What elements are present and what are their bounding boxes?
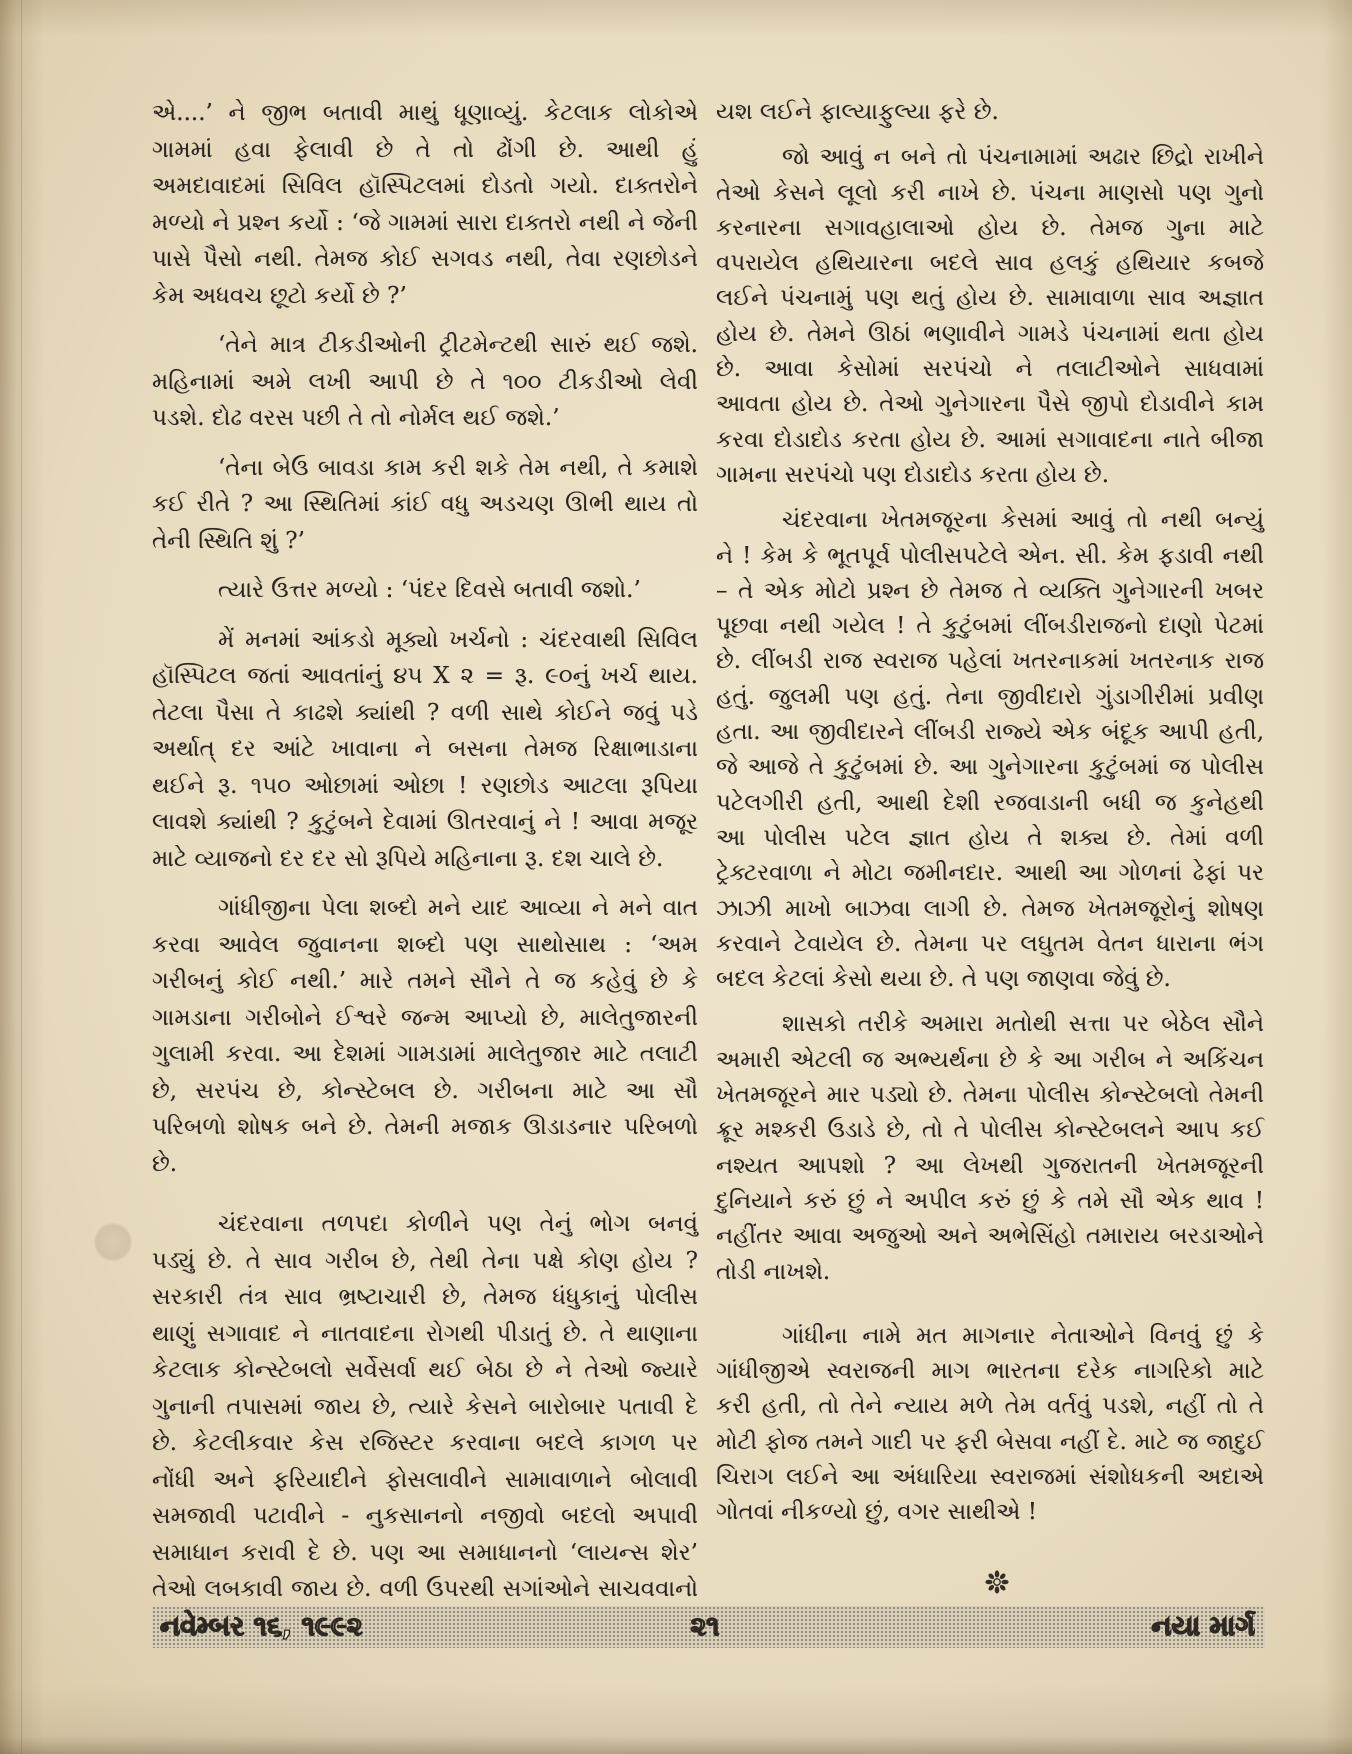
text-line: મેં મનમાં આંકડો મૂક્યો ખર્ચનો : ચંદરવાથી સિવિલ: [218, 626, 698, 653]
text-line: ને ! કેમ કે ભૂતપૂર્વ પોલીસપટેલે એન. સી. કેમ ફડાવી નથી: [716, 542, 1264, 569]
text-line: સરકારી તંત્ર સાવ ભ્રષ્ટાચારી છે, તેમજ ધંધુકાનું પોલીસ: [152, 1284, 698, 1310]
text-line: ગાંધીજીએ સ્વરાજની માગ ભારતના દરેક નાગરિકો માટે: [716, 1358, 1264, 1385]
text-line: ગુનાની તપાસમાં જાય છે, ત્યારે કેસને બારોબાર પતાવી દે: [152, 1393, 698, 1420]
text-line: આવતા હોય છે. તેઓ ગુનેગારના પૈસે જીપો દોડાવીને કામ: [716, 391, 1264, 418]
article-paragraph: [152, 450, 698, 560]
paper-stain: [94, 1222, 132, 1262]
text-line: મોટી ફોજ તમને ગાદી પર ફરી બેસવા નહીં દે. માટે જ જાદુઈ: [716, 1428, 1264, 1455]
article-paragraph: [152, 890, 698, 1182]
text-line: કરવા દોડાદોડ કરતા હોય છે. આમાં સગાવાદના નાતે બીજા: [716, 426, 1264, 453]
text-line: તેની સ્થિતિ શું ?’: [152, 527, 305, 554]
article-paragraph: [152, 572, 698, 609]
text-line: જે આજે તે કુટુંબમાં છે. આ ગુનેગારના કુટુંબમાં જ પોલીસ: [716, 754, 1264, 781]
text-line: ક્રૂર મશ્કરી ઉડાડે છે, તો તે પોલીસ કોન્સ્ટેબલને આપ કઈ: [716, 1117, 1264, 1144]
text-line: ગાંધીજીના પેલા શબ્દો મને યાદ આવ્યા ને મને વાત: [218, 895, 698, 921]
text-line: દુનિયાને કરું છું ને અપીલ કરું છું કે તમે સૌ એક થાવ !: [716, 1187, 1264, 1214]
article-paragraph: [716, 1007, 1264, 1289]
text-line: હતા. આ જીવીદારને લીંબડી રાજ્યે એક બંદૂક આપી હતી,: [716, 719, 1264, 746]
text-line: છે. લીંબડી રાજ સ્વરાજ પહેલાં ખતરનાકમાં ખતરનાક રાજ: [716, 648, 1264, 675]
text-line: અમારી એટલી જ અભ્યર્થના છે કે આ ગરીબ ને અકિંચન: [716, 1046, 1264, 1073]
article-paragraph: [152, 622, 698, 878]
text-line: અમદાવાદમાં સિવિલ હૉસ્પિટલમાં દોડતો ગયો. દાક્તરોને: [152, 173, 698, 199]
text-line: સમાધાન કરાવી દે છે. પણ આ સમાધાનનો ‘લાયન્સ શેર’: [152, 1539, 698, 1566]
text-line: હોય છે. તેમને ઊઠાં ભણાવીને ગામડે પંચનામાં થતા હોય: [716, 320, 1264, 347]
text-line: પૂછવા નથી ગયેલ ! તે કુટુંબમાં લીંબડીરાજનો દાણો પેટમાં: [716, 613, 1264, 640]
text-line: – તે એક મોટો પ્રશ્ન છે તેમજ તે વ્યક્તિ ગુનેગારની ખબર: [716, 577, 1264, 604]
text-line: વપરાયેલ હથિયારના બદલે સાવ હલકું હથિયાર કબજે: [716, 250, 1264, 277]
text-line: ‘તેના બેઉ બાવડા કામ કરી શકે તેમ નથી, તે કમાશે: [218, 454, 698, 481]
text-line: તેટલા પૈસા તે કાઢશે ક્યાંથી ? વળી સાથે કોઈને જવું પડે: [152, 699, 698, 726]
text-line: નોંધી અને ફરિયાદીને ફોસલાવીને સામાવાળાને બોલાવી: [152, 1466, 698, 1493]
text-line: પડ્યું છે. તે સાવ ગરીબ છે, તેથી તેના પક્ષે કોણ હોય ?: [152, 1247, 698, 1274]
text-line: અર્થાત્ દર આંટે ખાવાના ને બસના તેમજ રિક્ષાભાડાના: [152, 736, 698, 762]
text-line: સમજાવી પટાવીને - નુકસાનનો નજીવો બદલો અપાવી: [152, 1503, 698, 1529]
text-line: તોડી નાખશે.: [716, 1258, 831, 1285]
magazine-name: નયા માર્ગ: [1151, 1611, 1255, 1642]
text-line: ગાંધીના નામે મત માગનાર નેતાઓને વિનવું છું કે: [782, 1322, 1264, 1349]
issue-date: નવેમ્બર ૧૬, ૧૯૯૨: [160, 1611, 363, 1642]
text-line: થઈને રૂ. ૧૫૦ ઓછામાં ઓછા ! રણછોડ આટલા રૂપિયા: [152, 772, 698, 799]
text-line: કરી હતી, તો તેને ન્યાય મળે તેમ વર્તવું પડશે, નહીં તો તે: [716, 1393, 1264, 1420]
text-line: હૉસ્પિટલ જતાં આવતાંનું ૪૫ X ૨ = રૂ. ૯૦નું ખર્ચ થાય.: [152, 663, 698, 689]
text-line: તેઓ કેસને લૂલો કરી નાખે છે. પંચના માણસો પણ ગુનો: [716, 179, 1264, 206]
text-line: આ પોલીસ પટેલ જ્ઞાત હોય તે શક્ય છે. તેમાં વળી: [716, 824, 1264, 851]
text-line: ચંદરવાના ખેતમજૂરના કેસમાં આવું તો નથી બન્યું: [782, 507, 1264, 534]
text-line: પડશે. દોઢ વરસ પછી તે તો નોર્મલ થઈ જશે.’: [152, 405, 560, 431]
text-line: પાસે પૈસો નથી. તેમજ કોઈ સગવડ નથી, તેવા રણછોડને: [152, 246, 698, 272]
text-line: ગરીબનું કોઈ નથી.’ મારે તમને સૌને તે જ કહેવું છે કે: [152, 968, 698, 994]
text-line: જો આવું ન બને તો પંચનામામાં અઢાર છિદ્રો રાખીને: [782, 144, 1264, 171]
text-line: કેટલાક કોન્સ્ટેબલો સર્વેસર્વા થઈ બેઠા છે ને તેઓ જ્યારે: [152, 1357, 698, 1383]
text-line: કરવા આવેલ જુવાનના શબ્દો પણ સાથોસાથ : ‘અમ: [152, 931, 698, 958]
article-paragraph: [716, 1319, 1264, 1531]
text-line: ખેતમજૂરને માર પડ્યો છે. તેમના પોલીસ કોન્સ્ટેબલો તેમની: [716, 1082, 1264, 1109]
binding-edge: [21, 0, 22, 1754]
text-line: હતું. જુલમી પણ હતું. તેના જીવીદારો ગુંડાગીરીમાં પ્રવીણ: [716, 683, 1264, 710]
text-line: થાણું સગાવાદ ને નાતવાદના રોગથી પીડાતું છે. તે થાણાના: [152, 1320, 698, 1347]
text-line: લઈને પંચનામું પણ થતું હોય છે. સામાવાળા સાવ અજ્ઞાત: [716, 285, 1264, 312]
text-line: એ....’ ને જીભ બતાવી માથું ધૂણાવ્યું. કેટલાક લોકોએ: [152, 100, 698, 126]
text-line: મહિનામાં અમે લખી આપી છે તે ૧૦૦ ટીકડીઓ લેવી: [152, 368, 698, 395]
left-column: [152, 95, 698, 1608]
text-line: છે. કેટલીકવાર કેસ રજિસ્ટર કરવાના બદલે કાગળ પર: [152, 1430, 698, 1456]
text-line: નશ્યત આપશો ? આ લેખથી ગુજરાતની ખેતમજૂરની: [716, 1152, 1264, 1179]
text-line: તેઓ લબકાવી જાય છે. વળી ઉપરથી સગાંઓને સાચવવાનો: [152, 1576, 698, 1602]
page-footer: [152, 1606, 1265, 1648]
text-line: કેમ અધવચ છૂટો કર્યો છે ?’: [152, 282, 407, 309]
text-line: કરવાને ટેવાયેલ છે. તેમના પર લઘુતમ વેતન ધારાના ભંગ: [716, 930, 1264, 957]
article-paragraph: [152, 1206, 698, 1608]
text-line: પટેલગીરી હતી, આથી દેશી રજવાડાની બધી જ કુનેહથી: [716, 789, 1264, 816]
text-line: ગામમાં હવા ફેલાવી છે તે તો ઢોંગી છે. આથી હું: [152, 136, 698, 163]
text-line: છે.: [152, 1150, 178, 1177]
text-line: ટ્રેક્ટરવાળા ને મોટા જમીનદાર. આથી આ ગોળનાં ઢેફાં પર: [716, 860, 1264, 887]
text-line: ચંદરવાના તળપદા કોળીને પણ તેનું ભોગ બનવું: [218, 1211, 698, 1237]
page-number: ૨૧: [690, 1611, 720, 1642]
text-line: ઝાઝી માખો બાઝવા લાગી છે. તેમજ ખેતમજૂરોનું શોષણ: [716, 895, 1264, 922]
text-line: ગોતવાં નીકળ્યો છું, વગર સાથીએ !: [716, 1499, 1037, 1526]
text-line: પરિબળો શોષક બને છે. તેમની મજાક ઊડાડનાર પરિબળો: [152, 1114, 698, 1140]
text-line: ‘તેને માત્ર ટીકડીઓની ટ્રીટમેન્ટથી સારું થઈ જશે.: [218, 332, 698, 358]
right-column: [716, 95, 1264, 1531]
text-line: યશ લઈને ફાલ્યાફુલ્યા ફરે છે.: [716, 99, 999, 125]
text-line: છે, સરપંચ છે, કોન્સ્ટેબલ છે. ગરીબના માટે આ સૌ: [152, 1077, 698, 1104]
text-line: ત્યારે ઉત્તર મળ્યો : ‘પંદર દિવસે બતાવી જશો.’: [218, 577, 641, 603]
article-paragraph: [716, 140, 1264, 493]
text-line: મળ્યો ને પ્રશ્ન કર્યો : ‘જે ગામમાં સારા દાક્તરો નથી ને જેની: [152, 209, 698, 236]
text-line: ગુલામી કરવા. આ દેશમાં ગામડામાં માલેતુજાર માટે તલાટી: [152, 1041, 698, 1067]
text-line: બદલ કેટલાં કેસો થયા છે. તે પણ જાણવા જેવું છે.: [716, 966, 1171, 993]
flower-ornament-icon: [984, 1569, 1010, 1595]
article-paragraph: [716, 95, 1264, 130]
text-line: છે. આવા કેસોમાં સરપંચો ને તલાટીઓને સાધવામાં: [716, 356, 1264, 383]
article-paragraph: [152, 327, 698, 437]
text-line: ચિરાગ લઈને આ અંધારિયા સ્વરાજમાં સંશોધકની અદાએ: [716, 1463, 1264, 1490]
text-line: નહીંતર આવા અજુઓ અને અભેસિંહો તમારાય બરડાઓને: [716, 1223, 1264, 1250]
text-line: ગામના સરપંચો પણ દોડાદોડ કરતા હોય છે.: [716, 461, 1110, 488]
article-paragraph: [152, 95, 698, 314]
text-line: ગામડાના ગરીબોને ઈશ્વરે જન્મ આપ્યો છે, માલેતુજારની: [152, 1004, 698, 1031]
text-line: કરનારના સગાવહાલાઓ હોય છે. તેમજ ગુના માટે: [716, 214, 1264, 241]
text-line: લાવશે ક્યાંથી ? કુટુંબને દેવામાં ઊતરવાનું ને ! આવા મજૂર: [152, 809, 698, 835]
text-line: શાસકો તરીકે અમારા મતોથી સત્તા પર બેઠેલ સૌને: [782, 1011, 1264, 1038]
text-line: કઈ રીતે ? આ સ્થિતિમાં કાંઈ વધુ અડચણ ઊભી થાય તો: [152, 491, 698, 517]
text-line: માટે વ્યાજનો દર દર સો રૂપિયે મહિનાના રૂ. દશ ચાલે છે.: [152, 845, 664, 872]
article-paragraph: [716, 503, 1264, 997]
